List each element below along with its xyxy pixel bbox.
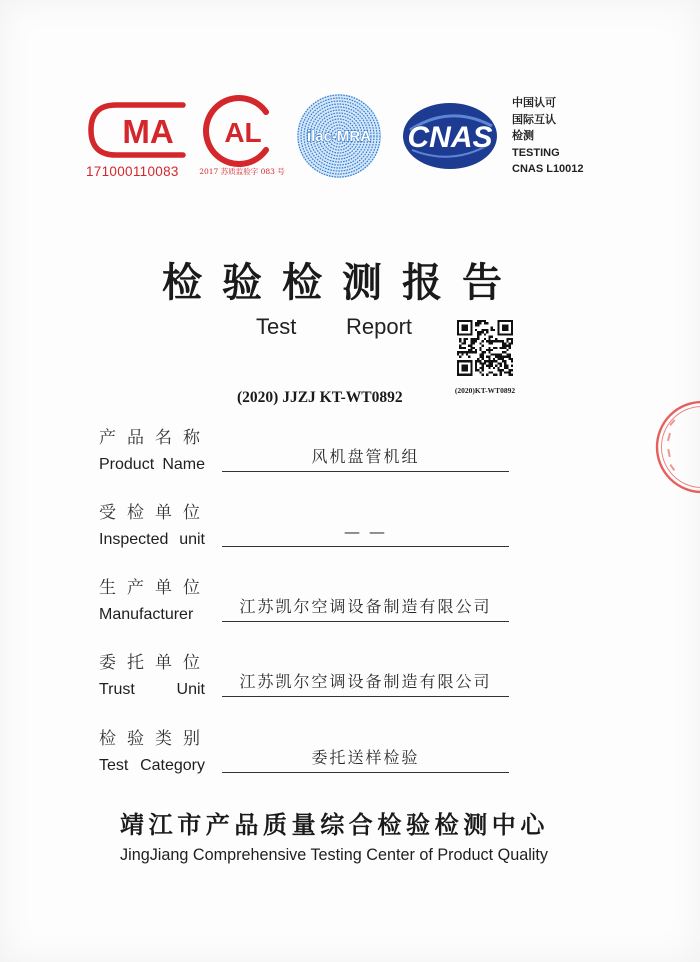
ilac-mark: ilac-MRA (306, 128, 372, 145)
accreditation-line: CNAS L10012 (512, 163, 584, 175)
cal-number: 2017 苏质监验字 083 号 (199, 167, 285, 176)
cal-mark: AL (224, 117, 262, 148)
field-value: 江苏凯尔空调设备制造有限公司 (239, 597, 492, 616)
field-manufacturer (0, 576, 700, 651)
field-value: 风机盘管机组 (311, 447, 420, 466)
report-number: (2020) JJZJ KT-WT0892 (237, 389, 403, 406)
field-value: 委托送样检验 (311, 748, 420, 767)
issuer-name-zh: 靖江市产品质量综合检验检测中心 (120, 811, 549, 839)
field-trust-unit (0, 651, 700, 726)
field-underline (222, 621, 509, 622)
field-underline (222, 471, 509, 472)
red-seal (655, 398, 700, 496)
accreditation-line: 中国认可 (512, 97, 556, 109)
qr-caption: (2020)KT-WT0892 (454, 386, 516, 395)
field-underline (222, 772, 509, 773)
title-en-test: Test (256, 314, 297, 339)
accreditation-line: TESTING (512, 146, 560, 159)
field-label-en: Inspected unit (99, 531, 205, 548)
cal-logo (193, 94, 285, 168)
field-label-zh: 受检单位 (99, 503, 211, 523)
field-test-category (0, 727, 700, 802)
accreditation-line: 国际互认 (512, 113, 556, 126)
field-product-name (0, 426, 700, 501)
cnas-logo (400, 100, 500, 172)
field-label-zh: 委托单位 (99, 653, 211, 673)
field-label-en: Trust Unit (99, 681, 205, 698)
field-value: — — (343, 522, 388, 541)
title-zh: 检验检测报告 (162, 259, 522, 306)
field-label-zh: 检验类别 (99, 729, 211, 749)
field-inspected-unit (0, 501, 700, 576)
cnas-mark: CNAS (407, 121, 493, 154)
accreditation-text (512, 95, 584, 178)
field-label-en: Manufacturer (99, 606, 194, 623)
field-underline (222, 696, 509, 697)
accreditation-line: 检测 (512, 130, 534, 142)
field-underline (222, 546, 509, 547)
field-label-zh: 生产单位 (99, 578, 211, 598)
cma-mark: MA (122, 113, 174, 150)
title-en-report: Report (346, 314, 413, 339)
issuer-name-en: JingJiang Comprehensive Testing Center of Product Quality (120, 846, 548, 864)
field-label-zh: 产品名称 (99, 428, 211, 448)
cma-logo (86, 96, 188, 164)
field-value: 江苏凯尔空调设备制造有限公司 (239, 672, 492, 691)
field-label-en: Product Name (99, 456, 205, 473)
cma-number: 171000110083 (86, 164, 179, 179)
qr-code (457, 320, 513, 378)
ilac-mra-logo (296, 93, 382, 179)
field-label-en: Test Category (99, 757, 205, 774)
